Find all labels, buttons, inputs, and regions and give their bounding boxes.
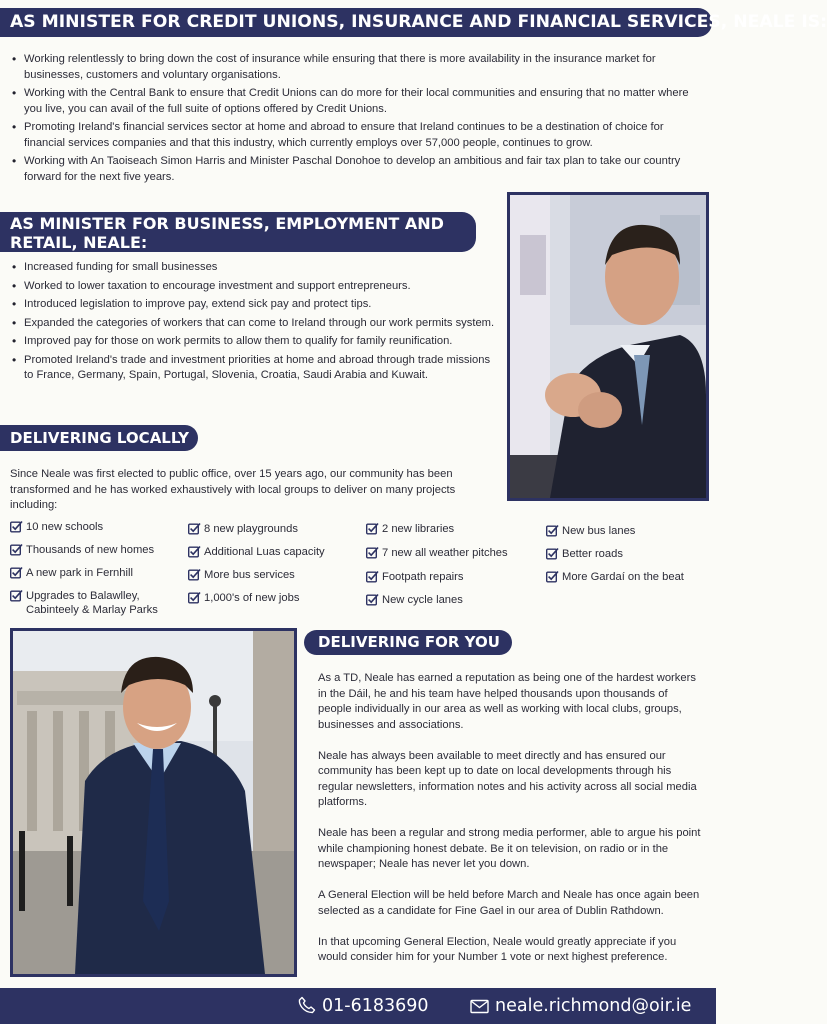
email-contact[interactable] xyxy=(470,994,691,1018)
finance-achievements-list xyxy=(10,52,704,188)
project-item xyxy=(366,570,552,584)
project-label: 2 new libraries xyxy=(382,523,455,535)
project-item xyxy=(188,591,369,605)
project-item xyxy=(366,546,552,560)
checkbox-tick-icon xyxy=(10,543,23,556)
checkbox-tick-icon xyxy=(10,589,23,602)
checkbox-tick-icon xyxy=(366,546,379,559)
project-label: New bus lanes xyxy=(562,525,636,537)
list-item: • Introduced legislation to improve pay, extend sick pay and protect tips. xyxy=(10,297,496,313)
project-item xyxy=(10,589,176,617)
project-label: 10 new schools xyxy=(26,521,104,533)
checkbox-tick-icon xyxy=(188,545,201,558)
list-item: • Increased funding for small businesses xyxy=(10,260,496,276)
project-label: Thousands of new homes xyxy=(26,544,155,556)
checkbox-tick-icon xyxy=(366,570,379,583)
project-item xyxy=(366,522,552,536)
paragraph: A General Election will be held before March and Neale has once again been selected as a candidate for Fine Gael in our area of Dublin Rathdown. xyxy=(318,889,700,917)
checkbox-tick-icon xyxy=(10,520,23,533)
email-address: neale.richmond@oir.ie xyxy=(495,996,692,1016)
delivering-for-you-heading: DELIVERING FOR YOU xyxy=(304,630,512,655)
delivering-locally-heading: DELIVERING LOCALLY xyxy=(0,425,198,451)
project-item xyxy=(10,566,186,580)
project-item xyxy=(366,593,552,607)
list-item: • Working with An Taoiseach Simon Harris and Minister Paschal Donohoe to develop an ambitious and fair tax plan to take our country forward for the next five years. xyxy=(10,154,704,185)
project-item xyxy=(188,568,369,582)
list-item: • Working relentlessly to bring down the cost of insurance while ensuring that there is more availability in the insurance market for businesses, customers and voluntary organisations. xyxy=(10,52,704,83)
project-label: A new park in Fernhill xyxy=(26,567,133,579)
business-achievements-list xyxy=(10,260,496,387)
paragraph: In that upcoming General Election, Neale would greatly appreciate if you would consider him for your Number 1 vote or next highest preference. xyxy=(318,935,677,963)
delivering-locally-intro: Since Neale was first elected to public office, over 15 years ago, our community has been transformed and he has worked exhaustively with local groups to deliver on many projects including: xyxy=(10,468,456,511)
checkbox-tick-icon xyxy=(546,547,559,560)
list-item: • Working with the Central Bank to ensure that Credit Unions can do more for their local communities and ensuring that no matter where you live, you can avail of the full suite of options offered by Credit Unions. xyxy=(10,86,704,117)
standing-portrait-photo xyxy=(10,628,297,977)
list-item: • Promoting Ireland's financial services sector at home and abroad to ensure that Ireland continues to be a destination of choice for financial services companies and that this industry, which currently employs over 57,000 people, continues to grow. xyxy=(10,120,704,151)
checkbox-tick-icon xyxy=(188,522,201,535)
project-item xyxy=(10,520,186,534)
project-item xyxy=(188,545,369,559)
finance-section-heading: AS MINISTER FOR CREDIT UNIONS, INSURANCE AND FINANCIAL SERVICES, NEALE IS: xyxy=(0,8,712,37)
list-item: • Improved pay for those on work permits to allow them to qualify for family reunification. xyxy=(10,334,496,350)
checkbox-tick-icon xyxy=(366,522,379,535)
project-label: Additional Luas capacity xyxy=(204,546,325,558)
project-item xyxy=(546,570,722,584)
project-item xyxy=(188,522,369,536)
list-item: • Expanded the categories of workers that can come to Ireland through our work permits system. xyxy=(10,316,496,332)
project-label: 7 new all weather pitches xyxy=(382,547,508,559)
project-label: More bus services xyxy=(204,569,295,581)
project-label: Footpath repairs xyxy=(382,571,464,583)
checkbox-tick-icon xyxy=(546,570,559,583)
checkbox-tick-icon xyxy=(188,568,201,581)
project-item xyxy=(546,547,722,561)
contact-footer xyxy=(0,988,716,1024)
phone-icon xyxy=(298,996,316,1014)
project-label: Upgrades to Balawlley, Cabinteely & Marlay Parks xyxy=(26,590,158,616)
project-item xyxy=(10,543,196,557)
project-item xyxy=(546,524,722,538)
phone-contact[interactable] xyxy=(298,994,429,1018)
speaking-portrait-photo xyxy=(507,192,709,501)
business-section-heading: AS MINISTER FOR BUSINESS, EMPLOYMENT AND RETAIL, NEALE: xyxy=(0,212,476,252)
checkbox-tick-icon xyxy=(546,524,559,537)
checkbox-tick-icon xyxy=(10,566,23,579)
paragraph: As a TD, Neale has earned a reputation as being one of the hardest workers in the Dáil, he and his team have helped thousands upon thousands of people individually in our area as well as working with local clubs, groups, businesses and associations. xyxy=(318,672,696,731)
project-label: New cycle lanes xyxy=(382,594,463,606)
paragraph: Neale has been a regular and strong media performer, able to argue his point while championing honest debate. Be it on television, on radio or in the newspaper; Neale has never let you down. xyxy=(318,827,701,870)
email-icon xyxy=(470,999,489,1014)
project-label: 1,000's of new jobs xyxy=(204,592,300,604)
delivering-for-you-body xyxy=(318,671,702,981)
checkbox-tick-icon xyxy=(366,593,379,606)
checkbox-tick-icon xyxy=(188,591,201,604)
phone-number: 01-6183690 xyxy=(322,996,429,1016)
project-label: More Gardaí on the beat xyxy=(562,571,684,583)
paragraph: Neale has always been available to meet directly and has ensured our community has been kept up to date on local developments through his regular newsletters, information notes and his activity across all social media platforms. xyxy=(318,749,697,808)
project-label: 8 new playgrounds xyxy=(204,523,298,535)
list-item: • Worked to lower taxation to encourage investment and support entrepreneurs. xyxy=(10,279,496,295)
list-item: • Promoted Ireland's trade and investment priorities at home and abroad through trade missions to France, Germany, Spain, Portugal, Slovenia, Croatia, Saudi Arabia and Kuwait. xyxy=(10,353,496,384)
project-label: Better roads xyxy=(562,548,623,560)
